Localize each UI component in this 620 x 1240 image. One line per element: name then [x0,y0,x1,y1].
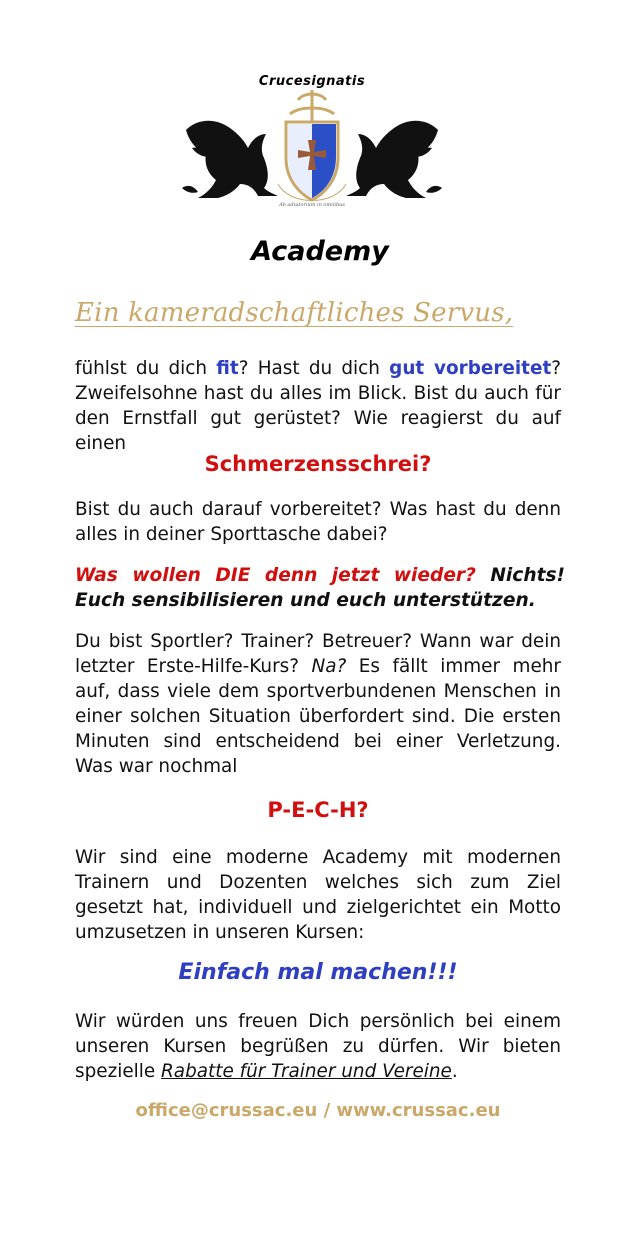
intro-text-1: fühlst du dich [75,358,217,379]
intro-text-3: ? Zweifelsohne hast du alles im Blick. Bist du auch für den Ernstfall gut gerüstet? Wie reagierst du auf einen [75,358,562,454]
para3-text-2: Es fällt immer mehr auf, dass viele dem sportverbundenen Menschen in einer solchen Situation überfordert sind. Die ersten Minuten sind entscheidend bei einer Verletzung. Was war nochmal [75,656,561,777]
intro-paragraph [75,356,561,456]
paragraph-sporttasche: Bist du auch darauf vorbereitet? Was hast du denn alles in deiner Sporttasche dabei? [75,499,561,545]
rabatte-link[interactable]: Rabatte für Trainer und Vereine [161,1061,452,1082]
paragraph-academy: Wir sind eine moderne Academy mit modernen Trainern und Dozenten welches sich zum Ziel gesetzt hat, individuell und zielgerichtet ein Motto umzusetzen in unseren Kursen: [75,847,561,943]
quote-block [75,563,565,613]
fit-highlight: fit [216,358,239,379]
griffin-crest-icon [178,88,446,214]
contact-line[interactable]: office@crussac.eu / www.crussac.eu [135,1100,501,1121]
paragraph-erste-hilfe [75,629,561,779]
na-italic: Na? [311,656,347,677]
logo-title: Crucesignatis [258,74,366,89]
heading-schmerzensschrei: Schmerzensschrei? [204,452,432,476]
para5-text-1: Wir würden uns freuen Dich persönlich bei einem unseren Kursen begrüßen zu dürfen. Wir bieten spezielle [75,1011,561,1082]
greeting: Ein kameradschaftliches Servus, [75,298,514,328]
para3-text-1: Du bist Sportler? Trainer? Betreuer? Wann war dein letzter Erste-Hilfe-Kurs? [75,631,561,677]
academy-title: Academy [251,236,389,267]
gut-vorbereitet-highlight: gut vorbereitet [389,358,552,379]
heading-pech: P-E-C-H? [267,798,369,822]
intro-text-2: ? Hast du dich [238,358,390,379]
paragraph-rabatte [75,1009,561,1084]
quote-black: Nichts! Euch sensibilisieren und euch unterstützen. [75,565,566,611]
motto: Einfach mal machen!!! [178,960,458,985]
para5-text-2: . [451,1061,458,1082]
logo-motto: Ab adiutorium in omnibus [279,202,345,208]
logo [178,74,446,214]
quote-red: Was wollen DIE denn jetzt wieder? [75,565,476,586]
